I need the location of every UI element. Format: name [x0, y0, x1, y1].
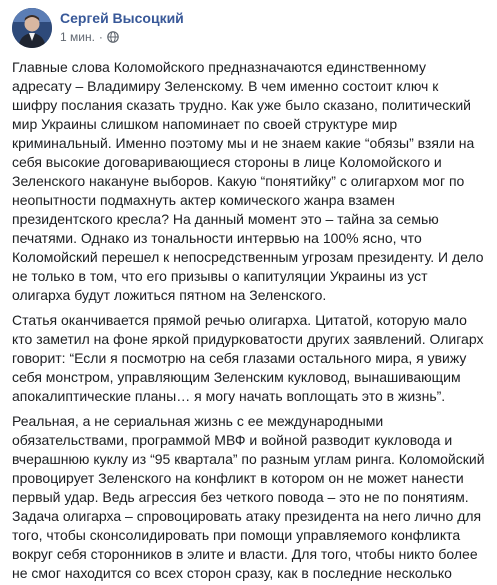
author-avatar[interactable] — [12, 8, 52, 48]
author-name[interactable]: Сергей Высоцкий — [60, 10, 184, 26]
avatar-photo — [12, 8, 52, 48]
post-paragraph-1: Главные слова Коломойского предназначаются единственному адресату – Владимиру Зеленскому. В чем именно состоит ключ к шифру послания сказать трудно. Как уже было сказано, политический мир Украины слишком напоминает по своей структуре мир криминальный. Именно поэтому мы и не знаем какие “обязы” взяли на себя высокие договаривающиеся стороны в лице Коломойского и Зеленского накануне выборов. Какую “понятийку” с олигархом мог по неопытности подмахнуть актер комического жанра взамен президентского кресла? На данный момент это – тайна за семью печатями. Однако из тональности интервью на 100% ясно, что Коломойский перешел к непосредственным угрозам президенту. И дело не только в том, что его призывы о капитуляции Украины из уст олигарха будут ложиться пятном на Зеленского. — [12, 59, 484, 303]
post-meta — [60, 9, 184, 45]
post-header — [12, 8, 184, 48]
globe-icon[interactable] — [107, 31, 119, 43]
separator-dot: · — [98, 30, 103, 44]
post-timestamp[interactable]: 1 мин. — [60, 30, 95, 44]
post-paragraph-2: Статья оканчивается прямой речью олигарха. Цитатой, которую мало кто заметил на фоне яркой придурковатости других заявлений. Олигарх говорит: “Если я посмотрю на себя глазами остального мира, я увижу себя монстром, управляющим Зеленским кукловод, вынашивающим апокалиптические планы… я могу начать воплощать это в жизнь”. — [12, 312, 484, 404]
post-body — [12, 58, 486, 585]
post-subline — [60, 29, 184, 45]
post-paragraph-3: Реальная, а не сериальная жизнь с ее международными обязательствами, программой МВФ и войной разводит кукловода и вчерашнюю куклу из “95 квартала” по разным углам ринга. Коломойский провоцирует Зеленского на конфликт в котором он не может нанести первый удар. Ведь агрессия без четкого повода – это не по понятиям. Задача олигарха – спровоцировать атаку президента на него лично для того, чтобы сконсолидировать при помощи управляемого конфликта вокруг себя сторонников в элите и власти. Для того, чтобы никто более не смог находится со всех сторон сразу, как в последние несколько — [12, 413, 485, 581]
